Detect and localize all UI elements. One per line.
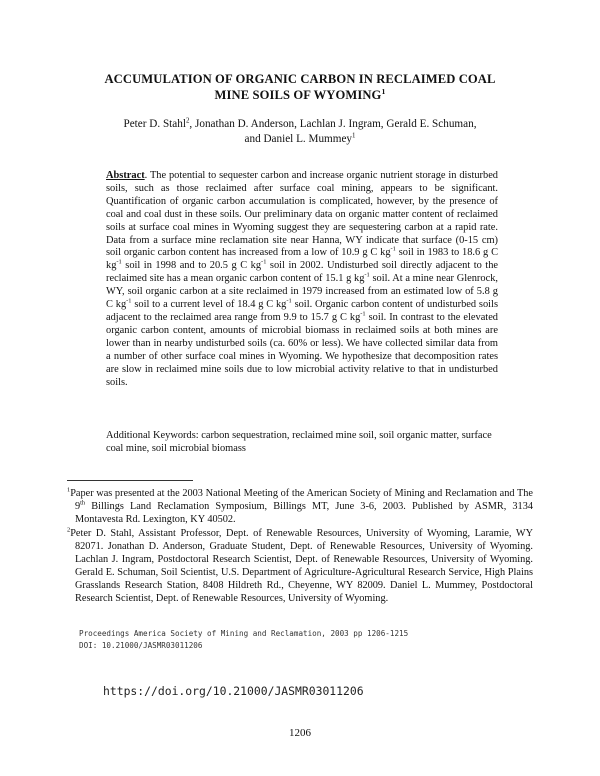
footnote-1-marker: 1	[67, 486, 71, 494]
abstract-text: . The potential to sequester carbon and increase organic nutrient storage in disturbed soils, such as those reclaimed after surface coal mining, appears to be significant. Quantification of organic carbon accumulation is complicated, however, by the presence of coal and coal dust in these soils. Our preliminary data on organic matter content of reclaimed soils at surface coal mines in Wyoming suggest they are sequestering carbon at a rapid rate. Data from a surface mine reclamation site near Hanna, WY indicate that surface (0-15 cm) soil organic carbon content has increased from a low of 10.9 g C kg	[106, 170, 498, 259]
unit-exponent: -1	[286, 297, 292, 305]
unit-exponent: -1	[360, 310, 366, 318]
paper-title	[60, 71, 540, 103]
footnote-1-text: Billings Land Reclamation Symposium, Billings MT, June 3-6, 2003. Published by ASMR, 3134 Montavesta Rd. Lexington, KY 40502.	[75, 500, 533, 525]
unit-exponent: -1	[126, 297, 132, 305]
proceedings-line: Proceedings America Society of Mining and Reclamation, 2003 pp 1206-1215	[79, 629, 409, 638]
doi-link[interactable]: https://doi.org/10.21000/JASMR03011206	[103, 684, 364, 698]
ordinal-suffix: th	[80, 499, 86, 507]
abstract-text: soil in 1983 to 18.6 g C kg	[106, 247, 498, 272]
page-number: 1206	[289, 727, 311, 739]
keywords: Additional Keywords: carbon sequestration, reclaimed mine soil, soil organic matter, surface coal mine, soil microbial biomass	[106, 430, 492, 454]
title-footnote-marker: 1	[381, 86, 386, 96]
footnote-1-text: Paper was presented at the 2003 National Meeting of the American Society of Mining and Reclamation and The 9	[70, 488, 533, 512]
author-first: Peter D. Stahl	[123, 118, 186, 130]
footnote-2-text: Peter D. Stahl, Assistant Professor, Dept. of Renewable Resources, University of Wyoming, Laramie, WY 82071. Jonathan D. Anderson, Graduate Student, Dept. of Renewable Resources, University of Wyoming. Lachlan J. Ingram, Postdoctoral Research Scientist, Dept. of Renewable Resources, University of Wyoming. Gerald E. Schuman, Soil Scientist, U.S. Department of Agriculture-Agricultural Research Service, High Plains Grasslands Research Station, 8408 Hildreth Rd., Cheyenne, WY 82009. Daniel L. Mummey, Postdoctoral Research Scientist, Dept. of Renewable Resources, University of Wyoming.	[70, 528, 533, 604]
author-list	[80, 117, 520, 147]
abstract-text: soil. Organic carbon content of undisturbed soils adjacent to the reclaimed area range from 9.9 to 15.7 g C kg	[106, 299, 498, 323]
footnote-2	[67, 528, 533, 605]
abstract-text: soil. At a mine near Glenrock, WY, soil organic carbon at a site reclaimed in 1979 increased from an estimated low of 5.8 g C kg	[106, 273, 498, 311]
unit-exponent: -1	[390, 245, 396, 253]
footnote-divider	[67, 480, 193, 481]
unit-exponent: -1	[364, 271, 370, 279]
title-line-1: ACCUMULATION OF ORGANIC CARBON IN RECLAIMED COAL	[104, 72, 496, 86]
footnote-2-marker: 2	[67, 526, 71, 534]
proceedings-doi: DOI: 10.21000/JASMR03011206	[79, 641, 203, 650]
proceedings-citation	[79, 628, 408, 652]
abstract-text: soil in 1998 and to 20.5 g C kg	[121, 260, 262, 272]
author-last-marker: 1	[352, 131, 356, 140]
title-line-2: MINE SOILS OF WYOMING	[214, 88, 382, 102]
author-footnote-marker: 2	[185, 116, 190, 125]
footnote-1	[67, 488, 533, 527]
unit-exponent: -1	[261, 258, 267, 266]
abstract-text: soil in 2002. Undisturbed soil directly adjacent to the reclaimed site has a mean organic carbon content of 15.1 g kg	[106, 260, 499, 285]
unit-exponent: -1	[116, 258, 122, 266]
abstract	[106, 170, 498, 389]
abstract-heading: Abstract	[106, 170, 145, 181]
abstract-text: soil. In contrast to the elevated organic carbon content, amounts of microbial biomass in reclaimed soils at both mines are lower than in nearby undisturbed soils (ca. 60% or less). We have collected similar data from a number of other surface coal mines in Wyoming. We hypothesize that decomposition rates are slow in reclaimed mine soils due to low microbial activity relative to that in undisturbed soils.	[106, 311, 498, 388]
abstract-text: soil to a current level of 18.4 g C kg	[131, 299, 287, 311]
author-last: and Daniel L. Mummey	[244, 133, 353, 145]
author-others: , Jonathan D. Anderson, Lachlan J. Ingram, Gerald E. Schuman,	[189, 118, 477, 130]
